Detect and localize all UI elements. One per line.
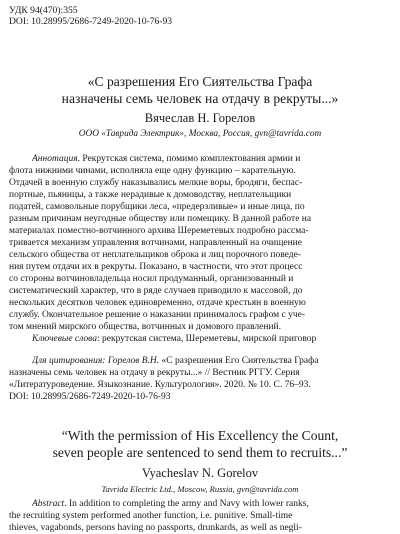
ru-citation-label: Для цитирования — [32, 356, 103, 366]
ru-abstract-line: Отдачей в военную службу наказывались мелкие воры, бродяги, беспас- — [9, 178, 303, 188]
ru-affiliation: ООО «Таврида Электрик», Москва, Россия, gvn@tavrida.com — [78, 129, 322, 139]
ru-abstract-line: том мнений мирского общества, вотчинных и домового правлений. — [9, 322, 282, 332]
ru-abstract-line: сельского общества от неплательщиков оброка и лиц порочного поведе- — [9, 250, 301, 260]
en-abstract-line: the recruiting system performed another function, i.e. punitive. Small-time — [9, 511, 293, 521]
en-abstract-line: thieves, vagabonds, persons having no passports, drunkards, as well as negli- — [9, 523, 302, 533]
ru-abstract-line: тривается механизм управления вотчинами, направленный на очищение — [9, 238, 302, 248]
ru-abstract-line: службу. Окончательное решение о наказании принималось графом с уче- — [9, 310, 306, 320]
ru-citation-author: : Горелов В.Н. — [102, 356, 160, 366]
doi-line: DOI: 10.28995/2686-7249-2020-10-76-93 — [9, 16, 173, 27]
udk-code: УДК 94(470):355 — [9, 5, 78, 16]
en-title-line-1: “With the permission of His Excellency the Count, — [61, 428, 339, 443]
en-author: Vyacheslav N. Gorelov — [141, 466, 259, 480]
ru-keywords-text: : рекрутская система, Шереметевы, мирской приговор — [96, 334, 317, 344]
ru-citation-doi: DOI: 10.28995/2686-7249-2020-10-76-93 — [9, 392, 171, 402]
ru-abstract-line: ния путем отдачи их в рекруты. Показано, в частности, что этот процесс — [9, 262, 303, 272]
en-title-line-2: seven people are sentenced to send them to recruits...” — [52, 445, 348, 460]
ru-citation-first-text: «С разрешения Его Сиятельства Графа — [159, 356, 319, 366]
ru-abstract-line: разным причинам неугодные обществу или помещику. В данной работе на — [9, 214, 312, 224]
ru-title-line-2: назначены семь человек на отдачу в рекруты...» — [61, 91, 339, 106]
ru-abstract-label: Аннотация — [32, 154, 78, 164]
en-affiliation: Tavrida Electric Ltd., Moscow, Russia, gvn@tavrida.com — [101, 484, 299, 494]
ru-keywords — [32, 333, 389, 345]
ru-citation-line: назначены семь человек на отдачу в рекруты...» // Вестник РГГУ. Серия — [9, 368, 300, 378]
ru-abstract-line: материалах поместно-вотчинного архива Шереметевых подробно рассма- — [9, 226, 309, 236]
ru-citation-first-line — [32, 355, 389, 367]
ru-abstract-line: податей, самовольные порубщики леса, «предерзливые» и иные лица, по — [9, 202, 305, 212]
ru-title-line-1: «С разрешения Его Сиятельства Графа — [87, 74, 313, 89]
en-abstract-label: Abstract — [32, 499, 65, 509]
ru-abstract-line: нескольких десятков человек единовременно, отдаче крестьян в военную — [9, 298, 306, 308]
ru-abstract-line: систематический характер, что в ряде случаев приводило к массовой, до — [9, 286, 303, 296]
ru-abstract-first-text: . Рекрутская система, помимо комплектования армии и — [77, 154, 301, 164]
ru-abstract-line: со стороны вотчиновладельца носил продуманный, организованный и — [9, 274, 294, 284]
ru-abstract-first-line — [32, 153, 389, 165]
en-abstract-first-line — [32, 498, 389, 510]
ru-author: Вячеслав Н. Горелов — [144, 111, 256, 125]
ru-citation-line: «Литературоведение. Языкознание. Культурология». 2020. № 10. С. 76–93. — [9, 380, 311, 390]
en-abstract-first-text: . In addition to completing the army and Navy with lower ranks, — [64, 499, 309, 509]
ru-abstract-line: портные, пьяницы, а также нерадивые к домоводству, неплательщики — [9, 190, 292, 200]
ru-abstract-line: флота нижними чинами, исполняла еще одну функцию – карательную. — [9, 166, 296, 176]
ru-keywords-label: Ключевые слова — [32, 334, 97, 344]
